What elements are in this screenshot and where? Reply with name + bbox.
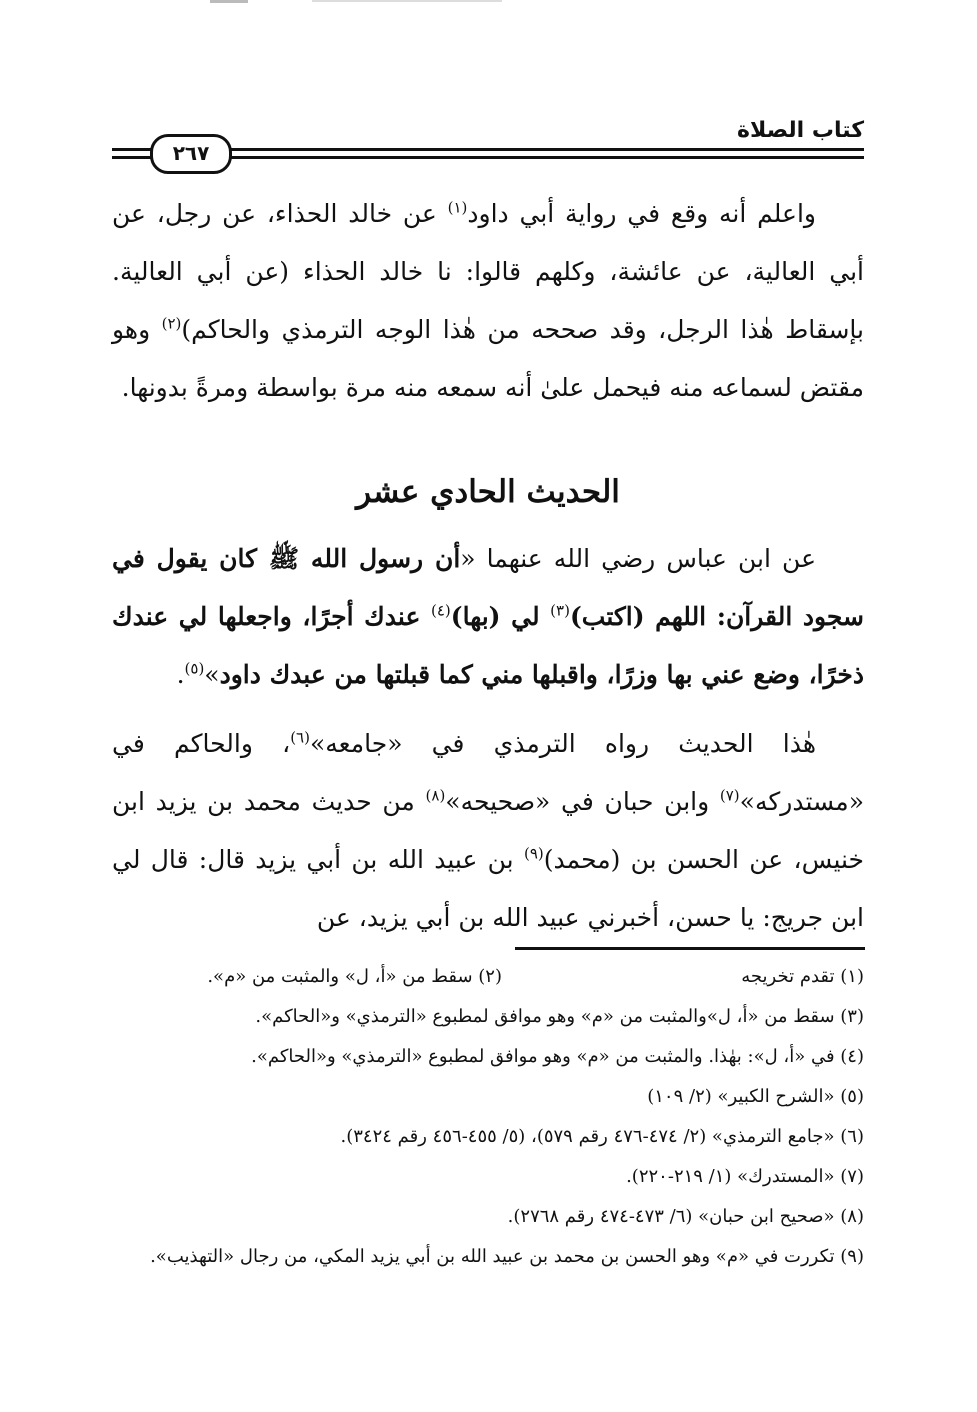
text: بن عبيد الله بن أبي يزيد قال: قال لي ابن جريج: يا حسن، أخبرني عبيد الله بن أبي يزيد، عن — [112, 845, 864, 932]
footnote-5: (٥) «الشرح الكبير» (٢/ ١٠٩) — [647, 1086, 864, 1107]
text: وهو مقتض لسماعه منه فيحمل علىٰ أنه سمعه منه مرة بواسطة ومرةً بدونها. — [112, 315, 864, 402]
text: ، والحاكم في «مستدركه» — [112, 729, 864, 816]
footnote-ref-2[interactable]: (٢) — [161, 314, 182, 333]
footnote-2: (٢) سقط من «أ، ل» والمثبت من «م». — [207, 966, 502, 987]
footnote-4: (٤) في «أ، ل»: بهٰذا. والمثبت من «م» وهو موافق لمطبوع «الترمذي» و«الحاكم». — [251, 1046, 864, 1067]
footnote-9: (٩) تكررت في «م» وهو الحسن بن محمد بن عبيد الله بن أبي يزيد المكي، من رجال «التهذيب». — [150, 1246, 864, 1267]
footnote-ref-3[interactable]: (٣) — [550, 601, 570, 620]
footnote-ref-9[interactable]: (٩) — [523, 844, 544, 863]
footnote-3: (٣) سقط من «أ، ل»والمثبت من «م» وهو موافق لمطبوع «الترمذي» و«الحاكم». — [255, 1006, 864, 1027]
footnote-ref-5[interactable]: (٥) — [184, 659, 205, 678]
page-header — [112, 118, 864, 168]
hadith-text: لي (بها) — [450, 602, 551, 631]
text: وابن حبان في «صحيحه» — [445, 787, 720, 816]
scan-mark — [210, 0, 248, 3]
footnotes — [112, 957, 864, 1277]
footnote-ref-4[interactable]: (٤) — [430, 601, 451, 620]
text: من حديث محمد بن يزيد ابن خنيس، عن الحسن بن (محمد) — [112, 787, 864, 874]
hadith-text: عندك أجرًا، واجعلها لي عندك ذخرًا، وضع عني بها وزرًا، واقبلها مني كما قبلتها من عبدك داود — [112, 602, 864, 689]
footnote-1: (١) تقدم تخريجه — [741, 966, 864, 987]
page-number: ٢٦٧ — [150, 134, 232, 174]
footnote-6: (٦) «جامع الترمذي» (٢/ ٤٧٤-٤٧٦ رقم ٥٧٩)، (٥/ ٤٥٥-٤٥٦ رقم ٣٤٢٤). — [340, 1126, 864, 1147]
scan-mark — [312, 0, 502, 2]
running-title: كتاب الصلاة — [737, 118, 864, 143]
footnote-separator — [515, 947, 865, 950]
paragraph-1 — [112, 185, 864, 417]
footnote-ref-8[interactable]: (٨) — [425, 786, 446, 805]
footnote-row — [112, 957, 864, 997]
text: عن خالد الحذاء، عن رجل، عن أبي العالية، عن عائشة، وكلهم قالوا: نا خالد الحذاء (عن أبي العالية. بإسقاط هٰذا الرجل، وقد صححه من هٰذا الوجه الترمذي والحاكم) — [112, 199, 864, 344]
text: واعلم أنه وقع في رواية أبي داود — [467, 199, 816, 228]
hadith-text: أن رسول الله ﷺ كان يقول في سجود القرآن: اللهم (اكتب) — [112, 544, 864, 631]
text: عن ابن عباس رضي الله عنهما « — [460, 544, 816, 573]
paragraph-3 — [112, 715, 864, 947]
text: هٰذا الحديث رواه الترمذي في «جامعه» — [309, 729, 816, 758]
section-heading: الحديث الحادي عشر — [356, 474, 620, 510]
footnote-8: (٨) «صحيح ابن حبان» (٦/ ٤٧٣-٤٧٤ رقم ٢٧٦٨). — [507, 1206, 864, 1227]
text: . — [176, 660, 185, 689]
text: » — [204, 660, 220, 689]
footnote-ref-7[interactable]: (٧) — [719, 786, 740, 805]
footnote-ref-1[interactable]: (١) — [447, 198, 468, 217]
footnote-7: (٧) «المستدرك» (١/ ٢١٩-٢٢٠). — [626, 1166, 864, 1187]
footnote-ref-6[interactable]: (٦) — [290, 728, 310, 747]
paragraph-2 — [112, 530, 864, 704]
